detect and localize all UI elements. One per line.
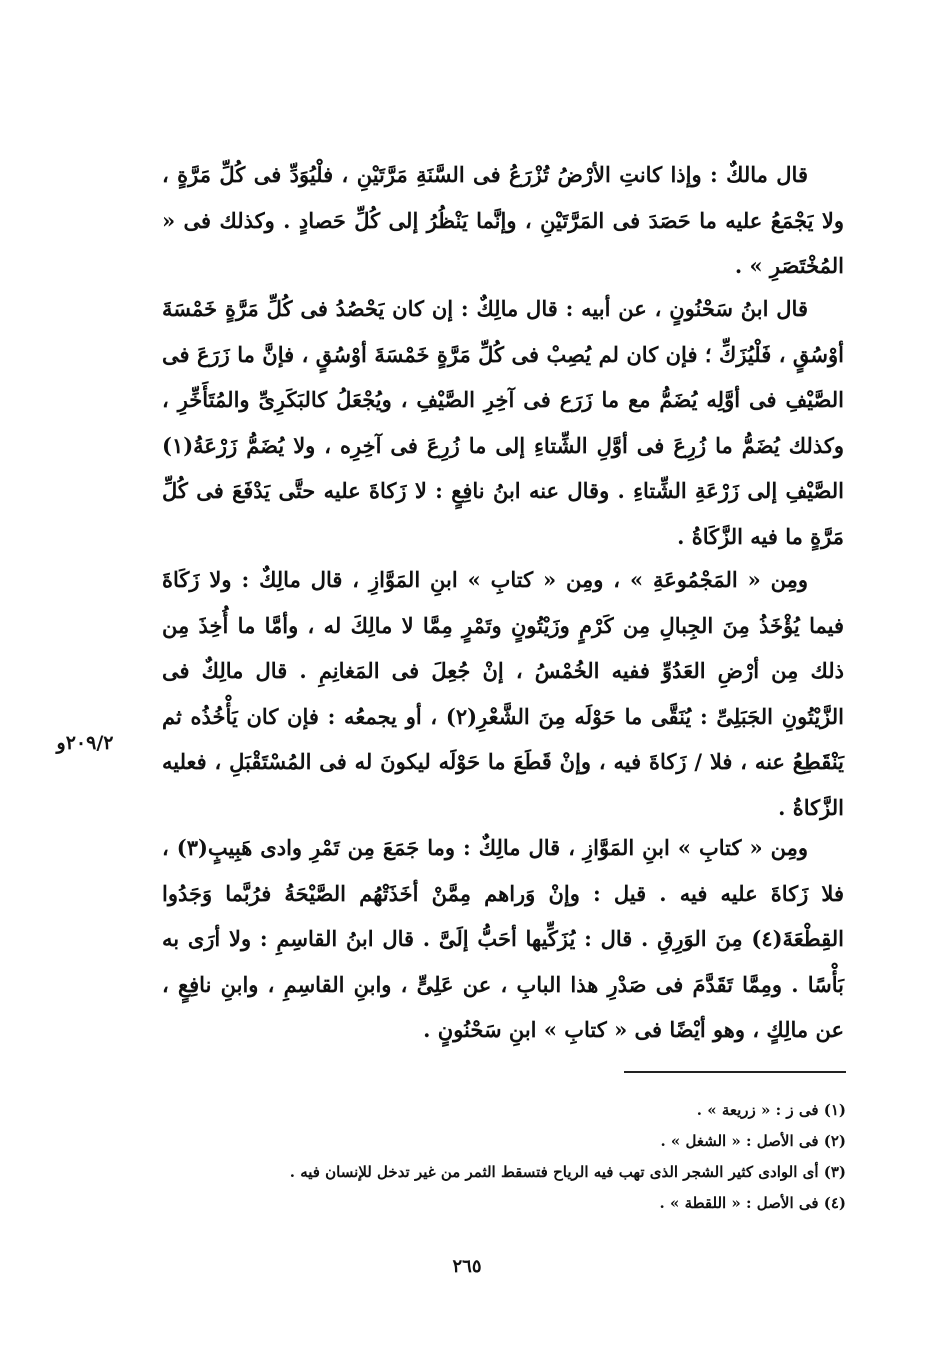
- paragraph-3: ومِن « المَجْمُوعَةِ » ، ومِن « كتابِ » ابنِ المَوَّازِ ، قال مالِكٌ : ولا زَكَاةَ فيما يُؤْخَذُ مِنَ الجِبالِ مِن كَرْمٍ وزَيْتُونٍ وتَمْرٍ مِمَّا لا مالِكَ له ، وأمَّا ما أُخِذَ مِن ذلك مِن أرْضِ العَدُوِّ ففيه الخُمْسُ ، إنْ جُعِلَ فى المَغانِمِ . قال مالِكٌ فى الزَّيْتُونِ الجَبَلِىِّ : يُنَقَّى ما حَوْلَه مِنَ الشَّعْرِ(٢) ، أو يجمعُه : فإن كان يَأْخُذُه ثم يَنْقَطِعُ عنه ، فلا / زَكاةَ فيه ، وإنْ قَطَعَ ما حَوْلَه ليكونَ له فى المُسْتَقْبَلِ ، فعليه الزَّكاةُ .: [162, 567, 844, 820]
- footnotes: [150, 1095, 846, 1219]
- paragraph-4: ومِن « كتابِ » ابنِ المَوَّازِ ، قال مالِكٌ : وما جَمَعَ مِن تَمْرِ وادى هَبِيبٍ(٣) ، فلا زَكاةَ عليه فيه . قيل : وإنْ وَراهم مِمَّنْ أخَذَتْهُم الصَّيْحَةُ فرُبَّما وَجَدُوا القِطْعَةَ(٤) مِنَ الوَرِقِ . قال : يُزَكِّيها أحَبُّ إلَىَّ . قال ابنُ القاسِمِ : ولا أرَى به بَأْسًا . ومِمَّا تَقَدَّمَ فى صَدْرِ هذا البابِ ، عن عَلِىٍّ ، وابنِ القاسِمِ ، وابنِ نافِعٍ ، عن مالِكٍ ، وهو أيْضًا فى « كتابِ » ابنِ سَحْنُونٍ .: [162, 835, 844, 1042]
- paragraph-2: قال ابنُ سَحْنُونٍ ، عن أبيه : قال مالِكٌ : إن كان يَحْصُدُ فى كُلِّ مَرَّةٍ خَمْسَةَ أوْسُقٍ ، فَلْيُزَكِّ ؛ فإن كان لم يُصِبْ فى كُلِّ مَرَّةٍ خَمْسَةَ أوْسُقٍ ، فإنَّ ما زَرَعَ فى الصَّيْفِ فى أوَّلِه يُضَمُّ مع ما زَرَع فى آخِرِ الصَّيْفِ ، ويُجْعَلُ كالبَكَرِىِّ والمُتَأَخِّرِ ، وكذلك يُضَمُّ ما زُرِعَ فى أوَّلِ الشِّتاءِ إلى ما زُرِعَ فى آخِرِه ، ولا يُضَمُّ زَرْعَةُ(١) الصَّيْفِ إلى زَرْعَةِ الشِّتاءِ . وقال عنه ابنُ نافِعٍ : لا زَكاةَ عليه حتَّى يَدْفَعَ فى كُلِّ مَرَّةٍ ما فيه الزَّكَاةُ .: [162, 296, 844, 549]
- footnote-3: (٣) أى الوادى كثير الشجر الذى تهب فيه الرياح فتسقط الثمر من غير تدخل للإنسان فيه .: [289, 1163, 846, 1181]
- footnote-2: (٢) فى الأصل : « الشغل » .: [660, 1132, 846, 1150]
- manuscript-folio-note: ٢٠٩/٢و: [56, 732, 114, 754]
- footnote-1: (١) فى ز : « زريعة » .: [696, 1101, 846, 1119]
- footnote-divider: [624, 1071, 846, 1073]
- page-number: ٢٦٥: [452, 1256, 482, 1277]
- paragraph-1: قال مالكٌ : وإذا كانتِ الأرْضُ تُزْرَعُ فى السَّنَةِ مَرَّتَيْنِ ، فلْيُوَدِّ فى كُلِّ مَرَّةٍ ، ولا يَجْمَعُ عليه ما حَصَدَ فى المَرَّتَيْنِ ، وإنَّما يَنْظُرُ إلى كُلِّ حَصادٍ . وكذلك فى « المُخْتَصَرِ » .: [162, 162, 844, 278]
- footnote-4: (٤) فى الأصل : « اللقطة » .: [659, 1194, 846, 1212]
